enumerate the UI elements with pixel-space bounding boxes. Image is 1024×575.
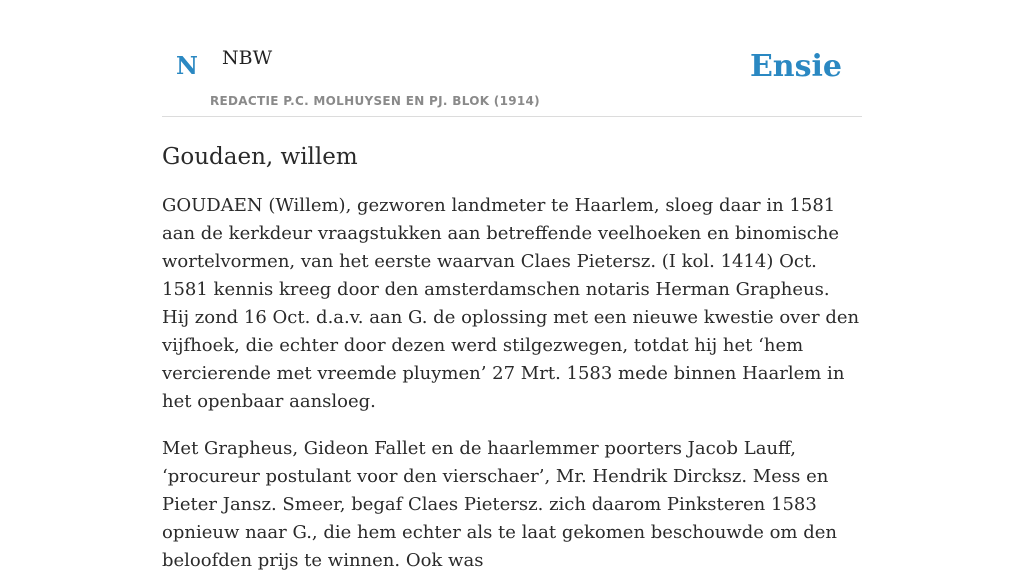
source-subtitle: REDACTIE P.C. MOLHUYSEN EN PJ. BLOK (1914) <box>210 94 540 108</box>
source-header <box>162 0 862 117</box>
entry-paragraph: GOUDAEN (Willem), gezworen landmeter te Haarlem, sloeg daar in 1581 aan de kerkdeur vraagstukken aan betreffende veelhoeken en binomische wortelvormen, van het eerste waarvan Claes Pietersz. (I kol. 1414) Oct. 1581 kennis kreeg door den amsterdamschen notaris Herman Grapheus. Hij zond 16 Oct. d.a.v. aan G. de oplossing met een nieuwe kwestie over den vijfhoek, die echter door dezen werd stilgezwegen, totdat hij het ‘hem vercierende met vreemde pluymen’ 27 Mrt. 1583 mede binnen Haarlem in het openbaar aansloeg. <box>162 195 860 413</box>
entry-body <box>162 192 862 575</box>
entry-paragraph: Met Grapheus, Gideon Fallet en de haarlemmer poorters Jacob Lauff, ‘procureur postulant voor den vierschaer’, Mr. Hendrik Dircksz. Mess en Pieter Jansz. Smeer, begaf Claes Pietersz. zich daarom Pinksteren 1583 opnieuw naar G., die hem echter als te laat gekomen beschouwde om den beloofden prijs te winnen. Ook was <box>162 438 837 572</box>
source-title[interactable]: NBW <box>222 47 273 69</box>
brand-logo-link[interactable]: Ensie <box>749 49 842 84</box>
page <box>162 0 862 575</box>
source-logo-icon[interactable]: N <box>176 51 198 80</box>
entry-title: Goudaen, willem <box>162 144 358 170</box>
